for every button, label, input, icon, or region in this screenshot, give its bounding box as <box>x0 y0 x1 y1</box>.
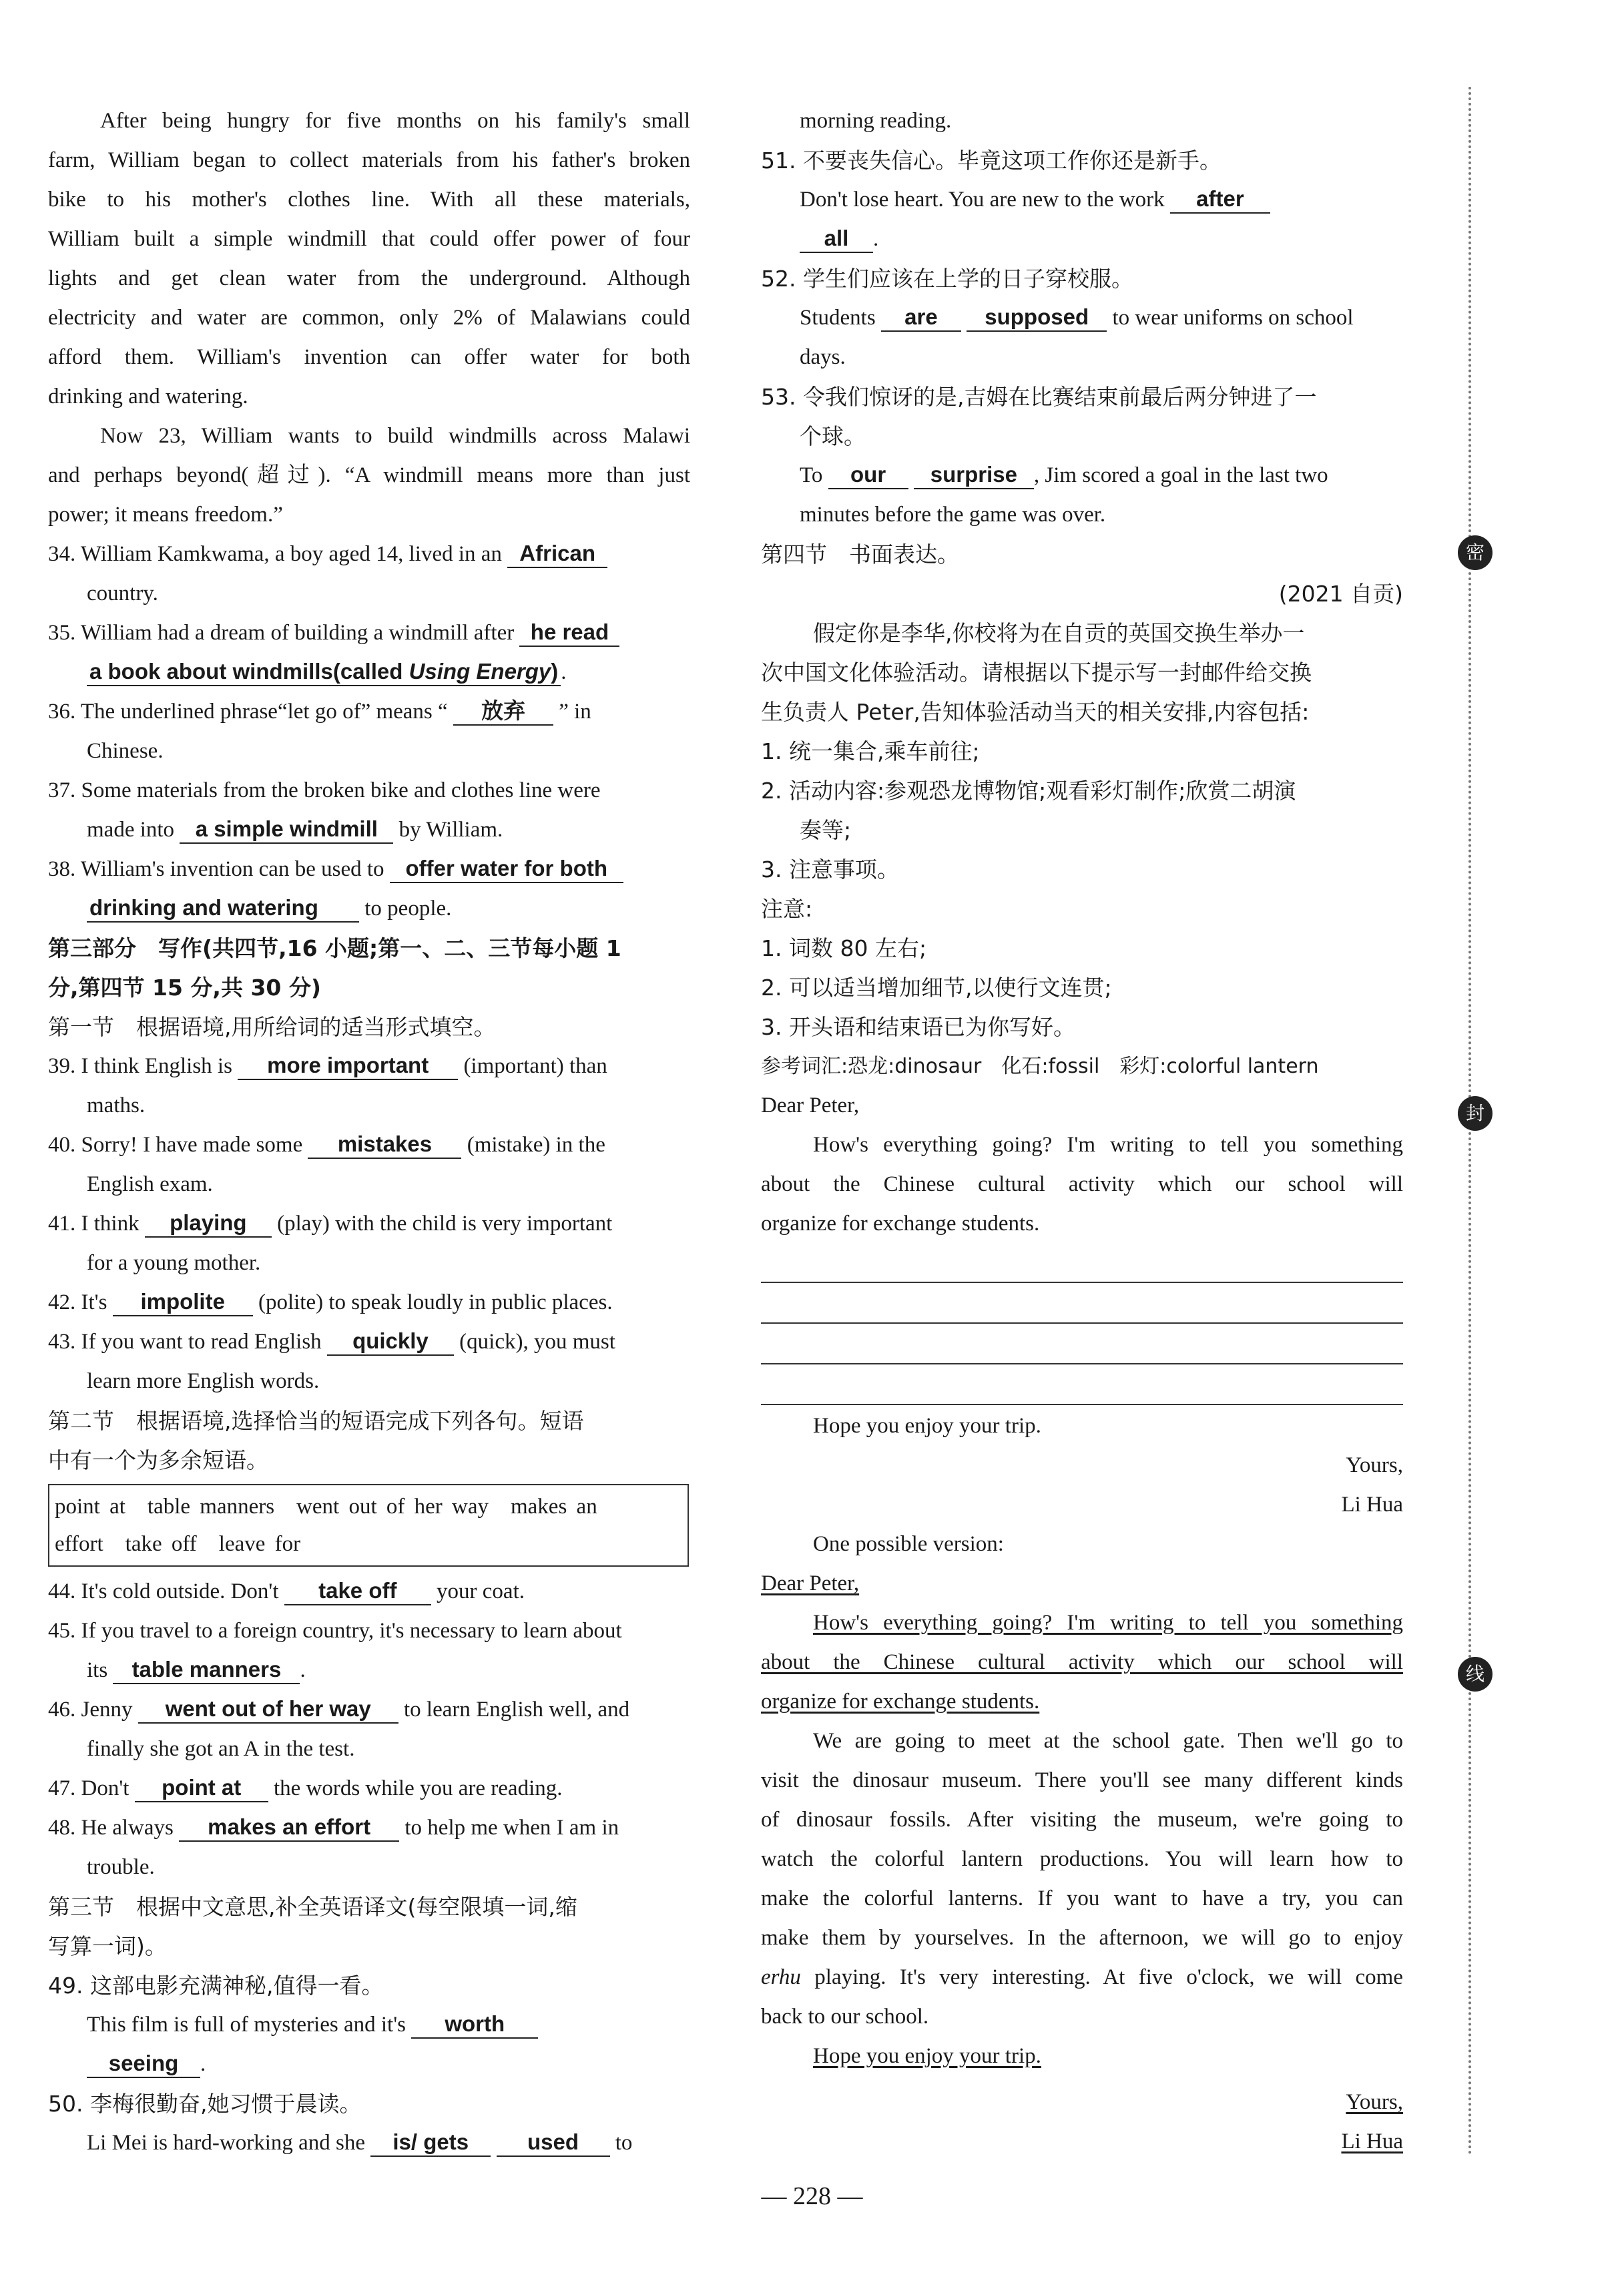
question-45-cont: its table manners . <box>48 1651 690 1690</box>
letter-line: about the Chinese cultural activity which our school will <box>761 1172 1403 1196</box>
right-column <box>761 101 1403 2161</box>
prompt-line: 3. 开头语和结束语已为你写好。 <box>761 1014 1075 1040</box>
passage-line: After being hungry for five months on his family's small <box>100 109 690 133</box>
question-51-cn: 51. 不要丧失信心。毕竟这项工作你还是新手。 <box>761 148 1222 174</box>
prompt-line: 注意: <box>761 896 813 922</box>
question-41: 41. I think playing (play) with the child is very important <box>48 1204 690 1244</box>
sample-line: of dinosaur fossils. After visiting the museum, we're going to <box>761 1808 1403 1832</box>
answer-40: mistakes <box>308 1131 461 1159</box>
sample-line: How's everything going? I'm writing to tell you something <box>813 1611 1403 1635</box>
writing-line[interactable] <box>761 1325 1403 1364</box>
question-47: 47. Don't point at the words while you are reading. <box>48 1769 690 1808</box>
question-43: 43. If you want to read English quickly (quick), you must <box>48 1322 690 1362</box>
question-46: 46. Jenny went out of her way to learn English well, and <box>48 1690 690 1730</box>
answer-42: impolite <box>113 1288 253 1316</box>
section3-title-cont: 写算一词)。 <box>48 1933 167 1959</box>
answer-52b: supposed <box>967 304 1107 332</box>
phrase-box-line: effort take off leave for <box>55 1532 301 1556</box>
question-53-cont: minutes before the game was over. <box>800 503 1106 527</box>
prompt-line: 生负责人 Peter,告知体验活动当天的相关安排,内容包括: <box>761 699 1310 725</box>
question-37: 37. Some materials from the broken bike and clothes line were <box>48 778 601 802</box>
prompt-line: 次中国文化体验活动。请根据以下提示写一封邮件给交换 <box>761 660 1312 686</box>
answer-49b: seeing <box>87 2050 200 2078</box>
question-51-cont: all . <box>761 220 1403 259</box>
question-36-cont: Chinese. <box>87 739 164 763</box>
passage-line: electricity and water are common, only 2% of Malawians could <box>48 306 690 330</box>
prompt-vocab: 参考词汇:恐龙:dinosaur 化石:fossil 彩灯:colorful lantern <box>761 1055 1319 1078</box>
question-50-cont: morning reading. <box>800 109 952 133</box>
left-column <box>48 101 690 2163</box>
answer-38a: offer water for both <box>390 855 623 883</box>
question-38-cont: drinking and watering to people. <box>48 889 690 929</box>
question-48: 48. He always makes an effort to help me when I am in <box>48 1808 690 1848</box>
sample-line: about the Chinese cultural activity which our school will <box>761 1650 1403 1674</box>
passage-line: drinking and watering. <box>48 385 248 409</box>
writing-line[interactable] <box>761 1244 1403 1283</box>
sample-closing: Hope you enjoy your trip. <box>813 2044 1041 2068</box>
sample-line: erhu playing. It's very interesting. At five o'clock, we will come <box>761 1965 1403 1989</box>
passage-line: farm, William began to collect materials from his father's broken <box>48 148 690 172</box>
writing-line[interactable] <box>761 1366 1403 1405</box>
passage-line: lights and get clean water from the underground. Although <box>48 266 690 290</box>
passage-line: bike to his mother's clothes line. With all these materials, <box>48 188 690 212</box>
part3-heading: 第三部分 写作(共四节,16 小题;第一、二、三节每小题 1 <box>48 935 621 961</box>
letter-line: organize for exchange students. <box>761 1212 1040 1236</box>
answer-38b: drinking and watering <box>87 895 359 923</box>
section3-title: 第三节 根据中文意思,补全英语译文(每空限填一词,缩 <box>48 1894 577 1920</box>
answer-41: playing <box>145 1210 272 1238</box>
prompt-line: 1. 统一集合,乘车前往; <box>761 738 980 764</box>
page-number: — 228 — <box>761 2182 863 2210</box>
question-37-cont: made into a simple windmill by William. <box>48 810 690 850</box>
section2-title: 第二节 根据语境,选择恰当的短语完成下列各句。短语 <box>48 1408 584 1434</box>
question-53-cn-cont: 个球。 <box>800 423 866 449</box>
sample-line: make them by yourselves. In the afternoon, we will go to enjoy <box>761 1926 1403 1950</box>
answer-34: African <box>507 540 607 568</box>
question-49: This film is full of mysteries and it's worth <box>48 2005 690 2045</box>
question-44: 44. It's cold outside. Don't take off your coat. <box>48 1572 690 1611</box>
question-34-cont: country. <box>87 581 158 605</box>
letter-name: Li Hua <box>1341 1493 1403 1517</box>
question-42: 42. It's impolite (polite) to speak loudly in public places. <box>48 1283 690 1322</box>
passage-line: William built a simple windmill that could offer power of four <box>48 227 690 251</box>
question-50: Li Mei is hard-working and she is/ gets used to <box>48 2123 690 2163</box>
question-41-cont: for a young mother. <box>87 1251 261 1275</box>
letter-line: How's everything going? I'm writing to tell you something <box>813 1133 1403 1157</box>
question-39-cont: maths. <box>87 1093 146 1117</box>
letter-closing: Hope you enjoy your trip. <box>813 1414 1041 1438</box>
answer-53b: surprise <box>914 461 1034 489</box>
prompt-line: 1. 词数 80 左右; <box>761 935 927 961</box>
question-45: 45. If you travel to a foreign country, it's necessary to learn about <box>48 1619 622 1643</box>
sample-line: We are going to meet at the school gate. Then we'll go to <box>813 1729 1403 1753</box>
question-52-cn: 52. 学生们应该在上学的日子穿校服。 <box>761 266 1133 292</box>
question-53-cn: 53. 令我们惊讶的是,吉姆在比赛结束前最后两分钟进了一 <box>761 384 1317 410</box>
question-46-cont: finally she got an A in the test. <box>87 1737 355 1761</box>
answer-46: went out of her way <box>138 1696 398 1724</box>
prompt-line: 假定你是李华,你校将为在自贡的英国交换生举办一 <box>813 620 1305 646</box>
answer-39: more important <box>238 1052 458 1080</box>
answer-50a: is/ gets <box>370 2129 491 2157</box>
answer-43: quickly <box>327 1328 454 1356</box>
question-35: 35. William had a dream of building a windmill after he read <box>48 613 690 653</box>
section1-title: 第一节 根据语境,用所给词的适当形式填空。 <box>48 1014 496 1040</box>
seal-mark-xian: 线 <box>1458 1657 1493 1692</box>
answer-52a: are <box>881 304 961 332</box>
prompt-line: 奏等; <box>800 817 852 843</box>
passage-line: power; it means freedom.” <box>48 503 283 527</box>
phrase-box <box>48 1484 689 1567</box>
sample-salutation: Dear Peter, <box>761 1571 860 1595</box>
prompt-line: 2. 活动内容:参观恐龙博物馆;观看彩灯制作;欣赏二胡演 <box>761 778 1296 804</box>
sample-line: make the colorful lanterns. If you want to have a try, you can <box>761 1886 1403 1911</box>
section2-title-cont: 中有一个为多余短语。 <box>48 1447 268 1473</box>
question-49-cn: 49. 这部电影充满神秘,值得一看。 <box>48 1973 384 1999</box>
prompt-line: 2. 可以适当增加细节,以使行文连贯; <box>761 975 1112 1001</box>
answer-49a: worth <box>411 2011 538 2039</box>
letter-salutation: Dear Peter, <box>761 1093 860 1117</box>
question-52-cont: days. <box>800 345 846 369</box>
answer-48: makes an effort <box>179 1814 399 1842</box>
sample-name: Li Hua <box>1341 2129 1403 2153</box>
writing-line[interactable] <box>761 1284 1403 1324</box>
sample-yours: Yours, <box>1346 2090 1403 2114</box>
passage-line: Now 23, William wants to build windmills across Malawi <box>100 424 690 448</box>
question-43-cont: learn more English words. <box>87 1369 320 1393</box>
question-34: 34. William Kamkwama, a boy aged 14, lived in an African <box>48 535 690 574</box>
section4-title: 第四节 书面表达。 <box>761 541 959 567</box>
seal-mark-feng: 封 <box>1458 1096 1493 1131</box>
letter-yours: Yours, <box>1346 1453 1403 1477</box>
question-51: Don't lose heart. You are new to the work after <box>761 180 1403 220</box>
answer-47: point at <box>135 1774 268 1802</box>
sample-line: watch the colorful lantern productions. You will learn how to <box>761 1847 1403 1871</box>
question-53: To our surprise , Jim scored a goal in the last two <box>761 456 1403 495</box>
question-38: 38. William's invention can be used to offer water for both <box>48 850 690 889</box>
phrase-box-line: point at table manners went out of her way makes an <box>55 1495 597 1519</box>
answer-35a: he read <box>519 619 619 647</box>
answer-45: table manners <box>113 1656 300 1684</box>
source-tag: (2021 自贡) <box>1278 581 1403 607</box>
question-50-cn: 50. 李梅很勤奋,她习惯于晨读。 <box>48 2091 362 2117</box>
question-40: 40. Sorry! I have made some mistakes (mistake) in the <box>48 1125 690 1165</box>
sample-line: back to our school. <box>761 2005 929 2029</box>
question-48-cont: trouble. <box>87 1855 155 1879</box>
question-40-cont: English exam. <box>87 1172 213 1196</box>
sample-line: visit the dinosaur museum. There you'll see many different kinds <box>761 1768 1403 1792</box>
question-36: 36. The underlined phrase“let go of” means “ 放弃 ” in <box>48 692 690 732</box>
prompt-line: 3. 注意事项。 <box>761 856 899 882</box>
part3-heading-cont: 分,第四节 15 分,共 30 分) <box>48 975 321 1001</box>
answer-37: a simple windmill <box>180 816 393 844</box>
passage-line: and perhaps beyond(超过). “A windmill means more than just <box>48 463 690 487</box>
seal-mark-mi: 密 <box>1458 535 1493 570</box>
answer-51b: all <box>800 225 873 253</box>
answer-36: 放弃 <box>453 698 553 726</box>
passage-line: afford them. William's invention can offer water for both <box>48 345 690 369</box>
answer-50b: used <box>497 2129 610 2157</box>
question-52: Students are supposed to wear uniforms on school <box>761 298 1403 338</box>
answer-44: take off <box>284 1577 431 1605</box>
question-35-cont: a book about windmills(called Using Energy) . <box>48 653 690 692</box>
answer-53a: our <box>828 461 908 489</box>
sample-line: organize for exchange students. <box>761 1690 1040 1714</box>
answer-35b: a book about windmills(called Using Energy) <box>87 658 561 686</box>
question-39: 39. I think English is more important (important) than <box>48 1047 690 1086</box>
question-49-cont: seeing . <box>48 2045 690 2084</box>
version-label: One possible version: <box>813 1532 1004 1556</box>
answer-51a: after <box>1170 186 1270 214</box>
